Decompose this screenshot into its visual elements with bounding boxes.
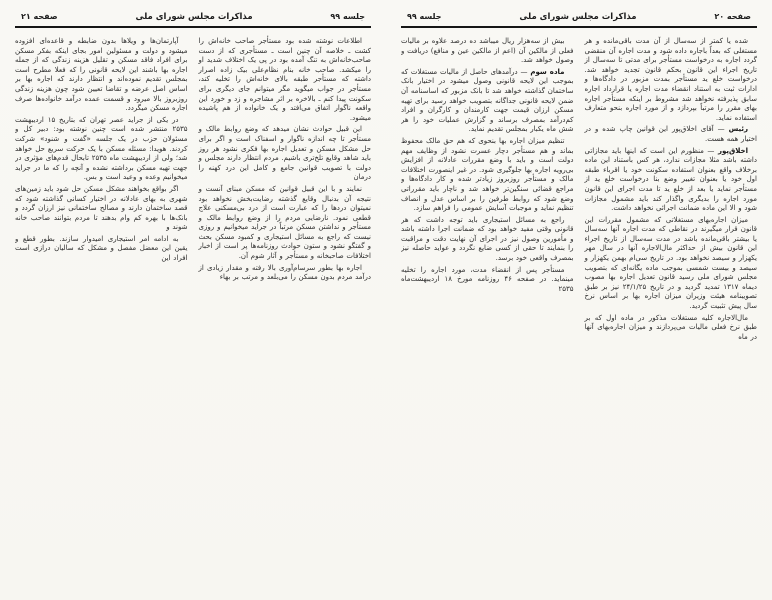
- paragraph: تنظیم میزان اجاره بها بنحوی که هم حق مالک محفوظ بماند و هم مستأجر دچار عسرت نشود از وظایف مهم دولت است و باید با وضع مقررات عادلانه از افزایش بی‌رویه اجاره بها جلوگیری شود. در غیر اینصورت اختلافات مالک و مستأجر روزبروز زیادتر شده و کار دادگاه‌ها و مراجع قضائی سنگین‌تر خواهد شد و ناچار باید مقرراتی وضع شود که روابط طرفین را بر اساس عدل و انصاف تنظیم نماید و موجبات آسایش عمومی را فراهم سازد.: [401, 136, 574, 213]
- session-label: جلسه ۹۹: [407, 12, 442, 21]
- page-header: [401, 12, 757, 22]
- speaker-name: ماده سوم: [530, 67, 565, 76]
- page-body: [15, 28, 371, 572]
- journal-title: مذاکرات مجلس شورای ملی: [519, 12, 637, 22]
- paragraph: بیش از سه‌هزار ریال میباشد ده درصد علاوه بر مالیات فعلی از مالکین آن (اعم از مالکین عین و منافع) دریافت و وصول خواهد شد.: [401, 37, 574, 65]
- paragraph: آپارتمان‌ها و ویلاها بدون ضابطه و قاعده‌ای افزوده میشود و دولت و مسئولین امور بجای اینکه بفکر مسکن برای افراد فاقد مسکن و تقلیل هزینه زندگی که از جمله اجاره بها باشند این لایحه قانونی را که فعلا مطرح است بمجلس تقدیم نموده‌اند و انتظار دارند که اجاره بها بر اساس اصل عرضه و تقاضا تعیین شود چون هزینه زندگی روزبروز بالا میرود و قسمت عمده درآمد خانواده‌ها صرف اجاره مسکن میگردد.: [15, 37, 188, 113]
- paragraph: میزان اجاره‌بهای مستغلاتی که مشمول مقررات این قانون قرار میگیرند در نقاطی که مدت اجاره آنها سه‌سال یا بیشتر باقی‌مانده باشد در مدت سه‌سال از تاریخ اجراء این قانون بیش از حداکثر مال‌الاجاره آنها در سال مهر یکهزار و سیصد نخواهد بود. در تاریخ سی‌ام بهمن یکهزار و سیصد و بیست شمسی بموجب ماده یگانه‌ای که بتصویب مجلس شورای ملی رسید قانون تعدیل اجاره بها مصوب دیماه ۱۳۱۷ تمدید گردید و در تاریخ ۲۴/۱/۲۵ نیز بر طبق تصویبنامه هیئت وزیران میزان اجاره بها بر اساس نرخ سال پیش تثبیت گردید.: [584, 215, 757, 311]
- text-column: [15, 37, 188, 572]
- paragraph: این قبیل حوادث نشان میدهد که وضع روابط مالک و مستأجر تا چه اندازه ناگوار و اسفناک است و اگر برای حل مشکل مسکن و تعدیل اجاره بها فکری نشود هر روز باید شاهد وقایع تلخ‌تری باشیم. مردم انتظار دارند مجلس و دولت با تصویب قوانین جامع و کامل این درد کهنه را درمان: [198, 125, 371, 182]
- speaker-name: رئیس: [728, 125, 748, 134]
- paragraph: رئیس — آقای اخلاق‌پور این قوانین چاپ شده و در اختیار همه هست.: [584, 125, 757, 143]
- text-column: [199, 37, 372, 572]
- page-number: صفحه ۲۱: [21, 12, 58, 21]
- journal-title: مذاکرات مجلس شورای ملی: [135, 12, 253, 22]
- page-number: صفحه ۲۰: [714, 12, 751, 21]
- paragraph: اگر بواقع بخواهند مشکل مسکن حل شود باید زمین‌های شهری به بهای عادلانه در اختیار کسانی گذاشته شود که قصد ساختمان دارند و مصالح ساختمانی نیز ارزان گردد و بانک‌ها با بهره کم وام بدهند تا مردم بتوانند صاحب خانه شوند و: [15, 184, 188, 232]
- text-column: [585, 37, 758, 572]
- paragraph: به ادامه امر استیجاری امیدوار سازند. بطور قطع و یقین این معضل مفصل و مشکل که سالیان درازی است افراد این: [15, 234, 188, 263]
- paragraph: مستأجر پس از انقضاء مدت، مورد اجاره را تخلیه مینماید. در صفحه ۴۶ روزنامه مورخ ۱۸ اردیبهشت‌ماه ۲۵۳۵: [401, 265, 574, 293]
- paragraph: نمایند و با این قبیل قوانین که مسکن مبنای آنست و نتیجه آن بدنبال وقایع گذشته رضایت‌بخش نخواهد بود نمیتوان دردها را که عبارت است از درد بی‌مسکنی علاج قطعی نمود. نارضایی مردم را از وضع روابط مالک و مستأجر و نداشتن مسکن مرتباً در جراید میخوانیم و روزی نیست که راجع به مسائل استیجاری و کمبود مسکن بحث و گفتگو نشود و ستون حوادث روزنامه‌ها پر است از اخبار اختلافات صاحبخانه و مستأجر و آثار شوم آن.: [198, 184, 371, 261]
- paragraph: اخلاق‌پور — منظورم این است که اینها باید مجازاتی داشته باشد مثلا مجازات ندارد، هر کس باستناد این ماده برخلاف واقع بعنوان استفاده سکونت خود یا اقرباء طبقه اول خود یا بعنوان تغییر وضع بنا درخواست خلع ید از مستأجر نماید یا بعد از خلع ید تا مدت اجرای این قانون مورد اجاره را بدیگری واگذار کند باید مشمول مجازات شود و الا این ماده ضمانت اجرائی نخواهد داشت.: [584, 146, 757, 213]
- session-label: جلسه ۹۹: [330, 12, 365, 21]
- page-body: [401, 28, 757, 572]
- paragraph: اطلاعات نوشته شده بود مستأجر صاحب خانه‌اش را کشت ـ خلاصه آن چنین است ـ مستأجری که از دست صاحب‌خانه‌اش به تنگ آمده بود در پی یک اختلاف شدید او را میکشد. صاحب خانه بنام نظام‌علی بیک زاده اصرار داشته که مستأجر طبقه بالای خانه‌اش را تخلیه کند، مستأجر در جواب میگوید مگر میتوانم جای دیگری برای سکونت پیدا کنم ـ بالاخره بر اثر مشاجره و زد و خورد این واقعه ناگوار اتفاق می‌افتد و یک خانواده از هم پاشیده میشود.: [198, 37, 371, 122]
- paragraph: ماده سوم — درآمدهای حاصل از مالیات مستغلات که بموجب این لایحه قانونی وصول میشود در اختیار بانک ساختمان گذاشته خواهد شد تا بانک مزبور که اساسنامه آن ضمن لایحه قانونی جداگانه بتصویب خواهد رسید برای تهیه مسکن ارزان قیمت جهت کارمندان و کارگران و افراد کم‌درآمد بمصرف برساند و گزارش عملیات خود را هر شش ماه یکبار بمجلس تقدیم نماید.: [401, 67, 574, 134]
- speaker-name: اخلاق‌پور: [717, 146, 749, 155]
- paragraph: در یکی از جراید عصر تهران که بتاریخ ۱۵ اردیبهشت ۲۵۳۵ منتشر شده است چنین نوشته بود: دبیر کل و مسئولان حزب در یک جلسه «گفت و شنود» شرکت کردند. هویدا: مسئله مسکن با یک حرکت سریع حل خواهد شد؛ ولی از اردیبهشت ماه ۲۵۳۵ تابحال قدم‌های مؤثری در جهت تهیه مسکن برداشته نشده و آنچه را که ما در جراید میخوانیم وعده و وعید است و بس.: [15, 115, 188, 182]
- paragraph: راجع به مسائل استیجاری باید توجه داشت که هر قانونی وقتی مفید خواهد بود که ضمانت اجرا داشته باشد و مأمورین وصول نیز در اجرای آن نهایت دقت و مراقبت را بنمایند تا حقی از کسی ضایع نگردد و عواید حاصله نیز بمصرف واقعی خود برسد.: [401, 215, 574, 263]
- page-header: [15, 12, 371, 22]
- text-column: [401, 37, 574, 572]
- paragraph: مال‌الاجاره کلیه مستغلات مذکور در ماده اول که بر طبق نرخ فعلی مالیات می‌پردازند و میزان اجاره‌بهای آنها در ماه: [584, 313, 757, 341]
- page-right: [386, 0, 772, 600]
- paragraph: شده یا کمتر از سه‌سال از آن مدت باقی‌مانده و هر مستغلی که بعداً باجاره داده شود و مدت اجاره آن منقضی گردد اجاره به درخواست مستأجر برای مدتی تا سه‌سال از تاریخ اجراء این قانون بحکم قانون تجدید خواهد شد. درخواست خلع ید مستأجر بمدت مزبور در دادگاه‌ها و ادارات ثبت به استناد انقضاء مدت اجاره یا قرارداد اجاره سابق پذیرفته نخواهد شد مشروط بر اینکه مستأجر اجاره بهای مقرر را مرتباً بپردازد و از مورد اجاره بنحو متعارف استفاده نماید.: [584, 37, 757, 122]
- paragraph: اجاره بها بطور سرسام‌آوری بالا رفته و مقدار زیادی از درآمد مردم بدون مسکن را می‌بلعد و مرتب بر بهاء: [198, 263, 371, 282]
